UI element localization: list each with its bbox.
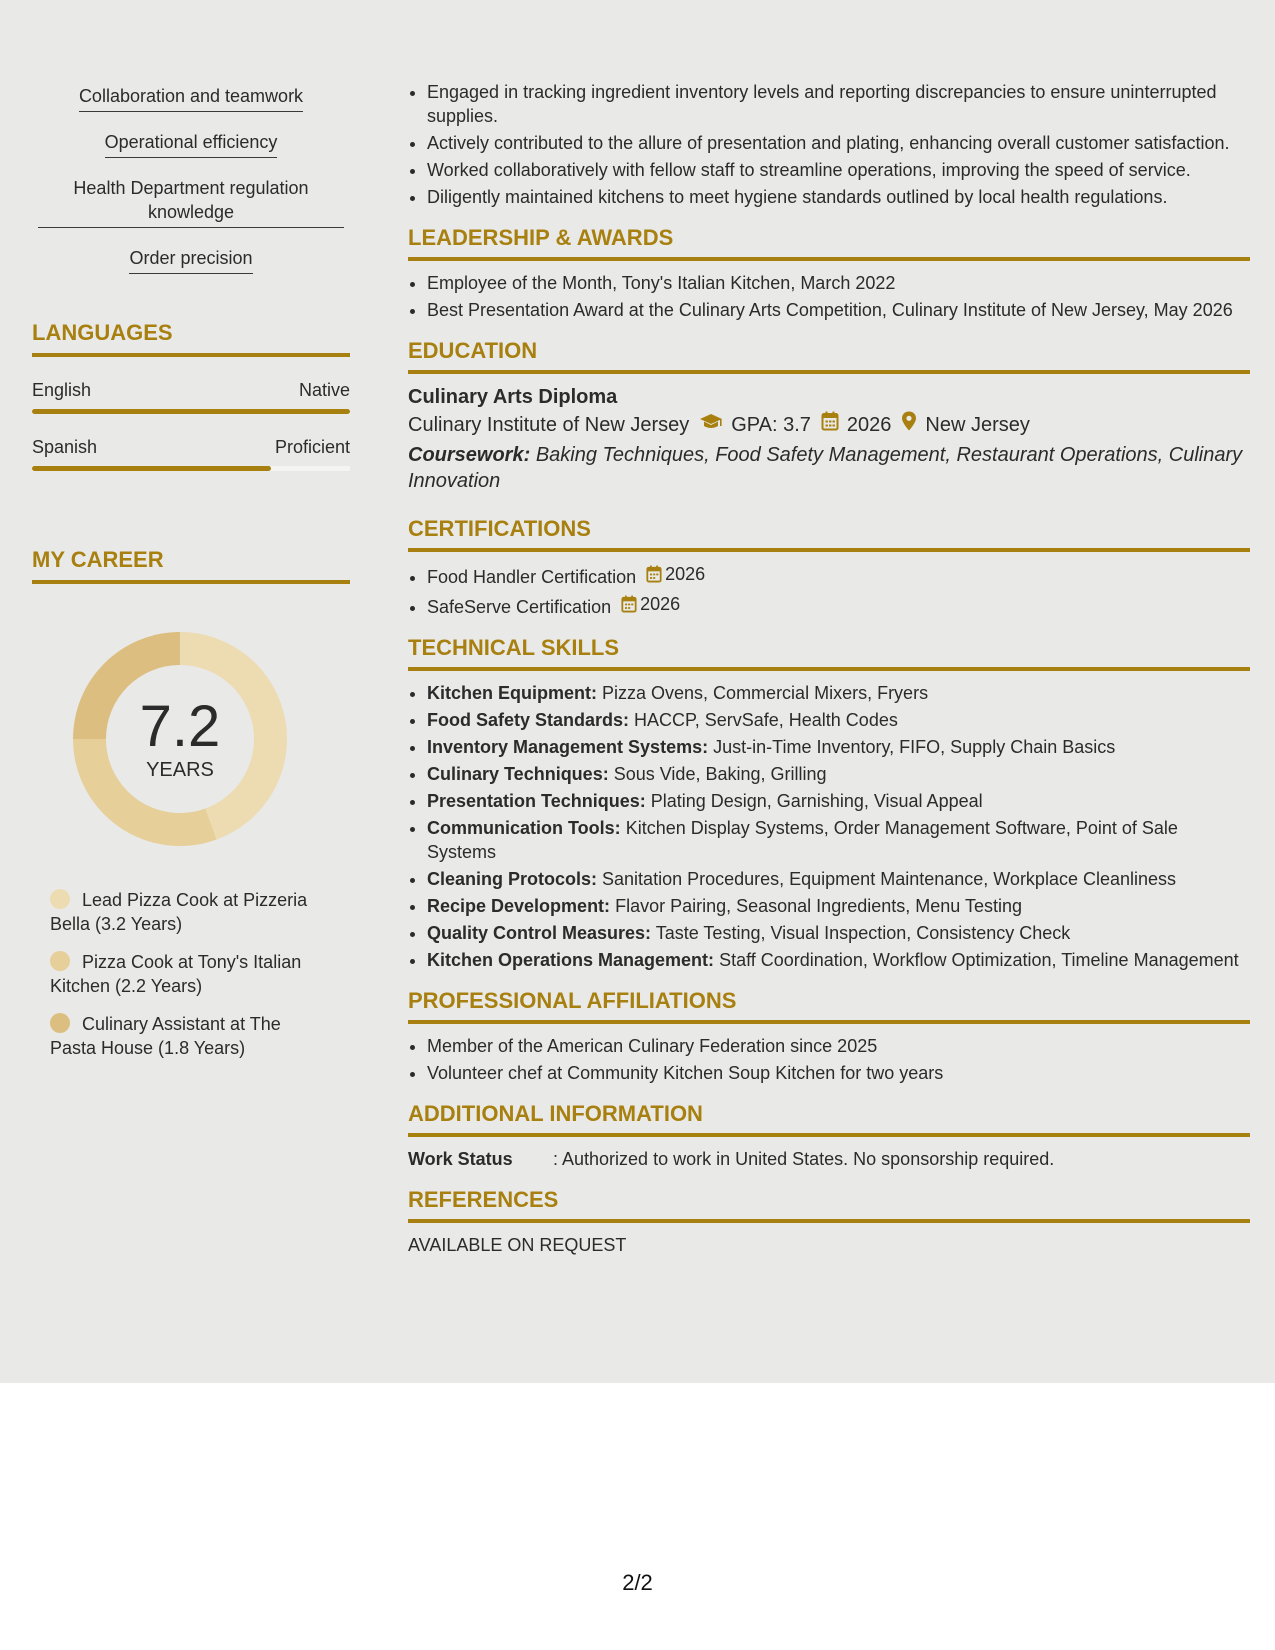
skill-item [427,921,1250,945]
certifications-heading: CERTIFICATIONS [408,516,1250,552]
career-legend-item [50,950,330,998]
skill-label: Kitchen Operations Management: [427,950,715,970]
skill-value: Staff Coordination, Workflow Optimization, Timeline Management [719,950,1239,970]
education-location: New Jersey [925,414,1030,436]
languages-section [32,320,350,471]
experience-bullet: • Engaged in tracking ingredient inventory levels and reporting discrepancies to ensure uninterrupted supplies. [427,80,1250,128]
certification-year: 2026 [665,564,706,584]
technical-skills-heading: TECHNICAL SKILLS [408,635,1250,671]
strength-item: Health Department regulation knowledge [38,176,344,228]
skill-label: Inventory Management Systems: [427,737,709,757]
strengths-list [32,84,350,292]
career-legend-item [50,888,330,936]
certification-item [427,592,1250,619]
experience-bullet: • Diligently maintained kitchens to meet hygiene standards outlined by local health regulations. [427,185,1250,209]
languages-heading: LANGUAGES [32,320,350,357]
skill-item [427,735,1250,759]
legend-dot [50,951,70,971]
right-column [408,80,1250,1257]
career-total-years: 7.2 [139,694,221,759]
affiliation-item: • Volunteer chef at Community Kitchen Soup Kitchen for two years [427,1061,1250,1085]
work-status-value: : Authorized to work in United States. No sponsorship required. [553,1149,1055,1169]
skill-value: Flavor Pairing, Seasonal Ingredients, Menu Testing [615,896,1022,916]
leadership-item: • Best Presentation Award at the Culinary Arts Competition, Culinary Institute of New Jersey, May 2026 [427,298,1250,322]
leadership-list [408,271,1250,322]
skill-label: Communication Tools: [427,818,621,838]
legend-dot [50,1013,70,1033]
language-item [32,436,350,471]
affiliation-item: • Member of the American Culinary Federation since 2025 [427,1034,1250,1058]
page-number: 2/2 [622,1570,653,1595]
location-pin-icon [901,410,917,440]
language-name: Spanish [32,437,98,457]
experience-bullet: • Actively contributed to the allure of presentation and plating, enhancing overall customer satisfaction. [427,131,1250,155]
certification-name: SafeServe Certification [427,597,612,617]
skill-label: Quality Control Measures: [427,923,652,943]
skill-item [427,708,1250,732]
calendar-icon [821,410,839,440]
technical-skills-list [408,681,1250,972]
language-level: Native [298,380,350,400]
language-level: Proficient [274,437,350,457]
language-bar-fill [32,466,271,471]
skill-item [427,867,1250,891]
language-bar [32,466,350,471]
career-legend-label: Culinary Assistant at The Pasta House (1.8 Years) [50,1014,281,1058]
certification-year: 2026 [640,594,681,614]
language-bar [32,409,350,414]
skill-value: HACCP, ServSafe, Health Codes [634,710,898,730]
experience-bullet: • Worked collaboratively with fellow staff to streamline operations, improving the speed of service. [427,158,1250,182]
career-heading: MY CAREER [32,547,350,584]
skill-label: Food Safety Standards: [427,710,630,730]
work-status-label: Work Status [408,1149,513,1169]
language-item [32,379,350,414]
education-school: Culinary Institute of New Jersey [408,414,690,436]
affiliations-heading: PROFESSIONAL AFFILIATIONS [408,988,1250,1024]
skill-item [427,762,1250,786]
left-column [32,84,350,1074]
references-heading: REFERENCES [408,1187,1250,1223]
career-legend-item [50,1012,330,1060]
education-year: 2026 [846,414,892,436]
calendar-icon [621,595,637,613]
certification-item [427,562,1250,589]
career-legend [50,888,330,1060]
experience-bullets [408,80,1250,209]
coursework-label: Coursework: [408,444,531,466]
skill-item [427,894,1250,918]
strength-item: Operational efficiency [105,130,278,158]
work-status-row [408,1147,1250,1171]
skill-value: Taste Testing, Visual Inspection, Consistency Check [655,923,1071,943]
references-text: AVAILABLE ON REQUEST [408,1235,627,1255]
affiliations-list [408,1034,1250,1085]
strength-item: Order precision [129,246,252,274]
career-legend-label: Lead Pizza Cook at Pizzeria Bella (3.2 Years) [50,890,308,934]
career-total-unit: YEARS [146,759,214,781]
skill-item [427,789,1250,813]
language-bar-fill [32,409,350,414]
education-gpa: GPA: 3.7 [731,414,811,436]
education-entry [408,384,1250,494]
skill-label: Recipe Development: [427,896,611,916]
coursework-list: Baking Techniques, Food Safety Management, Restaurant Operations, Culinary Innovation [408,444,1243,492]
skill-label: Culinary Techniques: [427,764,609,784]
skill-label: Cleaning Protocols: [427,869,598,889]
calendar-icon [646,565,662,583]
skill-label: Kitchen Equipment: [427,683,597,703]
leadership-item: • Employee of the Month, Tony's Italian Kitchen, March 2022 [427,271,1250,295]
strength-item: Collaboration and teamwork [79,84,303,112]
skill-item [427,948,1250,972]
skill-label: Presentation Techniques: [427,791,646,811]
legend-dot [50,889,70,909]
leadership-heading: LEADERSHIP & AWARDS [408,225,1250,261]
additional-info-heading: ADDITIONAL INFORMATION [408,1101,1250,1137]
graduation-cap-icon [699,410,723,440]
skill-value: Just-in-Time Inventory, FIFO, Supply Chain Basics [713,737,1116,757]
education-degree: Culinary Arts Diploma [408,386,618,408]
skill-value: Sous Vide, Baking, Grilling [613,764,827,784]
career-legend-label: Pizza Cook at Tony's Italian Kitchen (2.2 Years) [50,952,302,996]
skill-value: Sanitation Procedures, Equipment Maintenance, Workplace Cleanliness [602,869,1177,889]
career-section [32,547,350,1060]
skill-item [427,816,1250,864]
education-heading: EDUCATION [408,338,1250,374]
skill-value: Kitchen Display Systems, Order Management Software, Point of Sale Systems [427,818,1178,862]
language-name: English [32,380,92,400]
skill-value: Pizza Ovens, Commercial Mixers, Fryers [602,683,929,703]
skill-item [427,681,1250,705]
skill-value: Plating Design, Garnishing, Visual Appeal [650,791,983,811]
certifications-list [408,562,1250,619]
career-donut-chart [65,624,295,854]
education-coursework [408,442,1250,494]
certification-name: Food Handler Certification [427,567,637,587]
